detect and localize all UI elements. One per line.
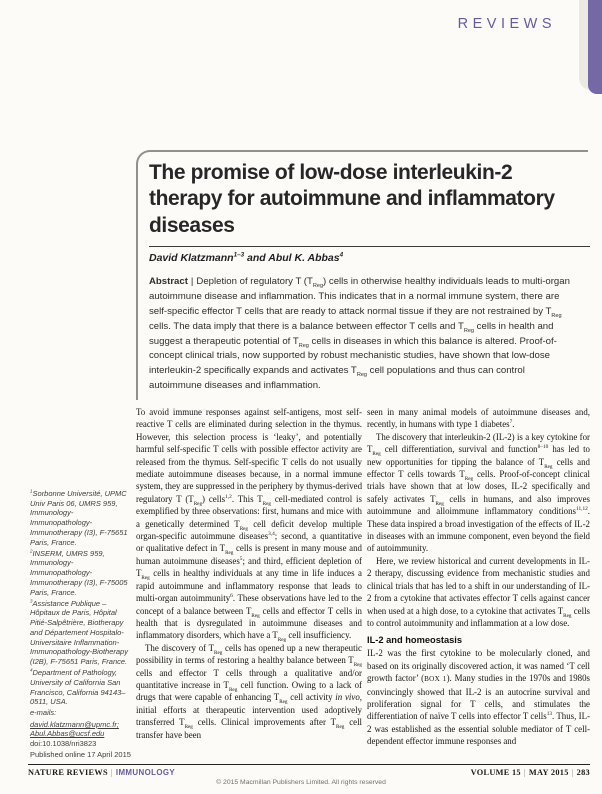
footer-journal: IMMUNOLOGY (115, 768, 176, 777)
footer-brand: NATURE REVIEWS (28, 768, 108, 777)
footer-page-number: 283 (576, 768, 590, 777)
abstract-label: Abstract (149, 275, 188, 287)
affiliation-4: $^4$Department of Pathology, University of California San Francisco, California 94143–0511, USA. (30, 667, 126, 707)
email-link-abbas[interactable]: Abul.Abbas@ucsf.edu (30, 729, 105, 739)
footer-rule (28, 764, 590, 765)
title-divider (149, 246, 590, 247)
body-paragraph: seen in many animal models of autoimmune diseases and, recently, in humans with type 1 diabetes$^7$. (367, 407, 590, 430)
emails-label: e-mails: (30, 708, 57, 718)
footer-journal-name (28, 768, 175, 777)
section-kicker: REVIEWS (457, 16, 556, 32)
body-paragraph: The discovery of $T_{Reg}$ cells has opened up a new therapeutic possibility in terms of restoring a healthy balance between $T_{Reg}$ cells and effector T cells through a qualitative and/or quantitative increase in $T_{Reg}$ cell function. Owing to a lack of drugs that were capable of enhancing $T_{Reg}$ cell activity in vivo, initial efforts at therapeutic intervention used adoptively transferred $T_{Reg}$ cells. Clinical improvements after $T_{Reg}$ cell transfer have been (136, 642, 362, 740)
article-title: The promise of low-dose interleukin-2 therapy for autoimmune and inflammatory diseases (149, 161, 555, 237)
footer-separator: | (571, 768, 574, 777)
section-heading: IL-2 and homeostasis (367, 635, 463, 646)
body-paragraph: To avoid immune responses against self-antigens, most self-reactive T cells are eliminated during selection in the thymus. However, this selection process is ‘leaky’, and potentially harmful self-specific T cells with possible effector activity are released from the thymus. Self-specific T cells do not usually mediate autoimmune diseases because, in a normal immune system, they are suppressed in the periphery by thymus-derived regulatory T $(T_{Reg})$ cells$^{1,2}$. This $T_{Reg}$ cell-mediated control is exemplified by three observations: first, humans and mice with a genetically determined $T_{Reg}$ cell deficit develop multiple organ-specific autoimmune diseases$^{3,4}$; second, a quantitative or qualitative defect in $T_{Reg}$ cells is present in many mouse and human autoimmune diseases$^5$; and third, efficient depletion of $T_{Reg}$ cells in healthy individuals at any time in life induces a rapid autoimmune and inflammatory response that leads to multi-organ autoimmunity$^6$. These observations have led to the concept of a balance between $T_{Reg}$ cells and effector T cells in health that is dysregulated in autoimmune diseases and inflammatory disorders, which have a $T_{Reg}$ cell insufficiency. (136, 407, 362, 644)
footer-volume: VOLUME 15 (470, 768, 521, 777)
accent-tab (588, 0, 602, 94)
body-column-right (367, 406, 590, 764)
body-paragraph: IL-2 was the first cytokine to be molecularly cloned, and based on its originally discovered action, it was named ‘T cell growth factor’ (BOX 1). Many studies in the 1970s and 1980s convincingly showed that IL-2 is an autocrine survival and proliferation signal for T cells, and stimulates the differentiation of naïve T cells into effector T cells$^{13}$. Thus, IL-2 was established as the essential soluble mediator of T cell-dependent effector immune responses and (367, 648, 590, 747)
affiliations-sidebar (30, 489, 133, 761)
abstract (149, 275, 573, 394)
doi: doi:10.1038/nri3823 (30, 739, 97, 749)
abstract-separator: | (190, 275, 194, 287)
article-authors: David Klatzmann$^{1-3}$ and Abul K. Abbas$^4$ (149, 251, 344, 264)
body-column-left (136, 406, 362, 764)
footer-issue-date: MAY 2015 (528, 768, 569, 777)
affiliation-1: $^1$Sorbonne Université, UPMC Univ Paris 06, UMRS 959, Immunology-Immunopathology-Immunotherapy (I3), F-75651 Paris, France. (30, 488, 128, 547)
email-link-klatzmann[interactable]: david.klatzmann@upmc.fr; (30, 719, 119, 729)
affiliation-2: $^2$INSERM, UMRS 959, Immunology-Immunopathology-Immunotherapy (I3), F-75005 Paris, France. (30, 548, 128, 597)
copyright-notice: © 2015 Macmillan Publishers Limited. All rights reserved (216, 779, 386, 786)
footer-separator: | (523, 768, 526, 777)
affiliation-3: $^3$Assistance Publique – Hôpitaux de Paris, Hôpital Pitié-Salpêtrière, Biotherapy and Département Hospitalo-Universitaire Inflammation-Immunopathology-Biotherapy (I2B), F-75651 Paris, France. (30, 598, 128, 666)
title-block (136, 150, 588, 400)
abstract-text: Depletion of regulatory T $(T_{Reg})$ cells in otherwise healthy individuals leads to multi-organ autoimmune disease and inflammation. This indicates that in a normal immune system, there are self-specific effector T cells that are ready to attack normal tissue if they are not restrained by $T_{Reg}$ cells. The data imply that there is a balance between effector T cells and $T_{Reg}$ cells in health and suggest a therapeutic potential of $T_{Reg}$ cells in diseases in which this balance is altered. Proof-of-concept clinical trials, now supported by robust mechanistic studies, have shown that low-dose interleukin-2 specifically expands and activates $T_{Reg}$ cell populations and thus can control autoimmune diseases and inflammation. (149, 275, 570, 392)
body-paragraph: Here, we review historical and current developments in IL-2 therapy, discussing evidence from mechanistic studies and clinical trials that has led to a shift in our understanding of IL-2 from a cytokine that activates effector T cells against cancer when used at a high dose, to a cytokine that activates $T_{Reg}$ cells to control autoimmunity and inflammation at a low dose. (367, 555, 590, 628)
published-online: Published online 17 April 2015 (30, 750, 131, 760)
footer-separator: | (110, 768, 113, 777)
footer-volume-info (471, 768, 590, 777)
body-paragraph: The discovery that interleukin-2 (IL-2) is a key cytokine for $T_{Reg}$ cell differentiation, survival and function$^{8-10}$ has led to new opportunities for tipping the balance of $T_{Reg}$ cells and effector T cells towards $T_{Reg}$ cells. Proof-of-concept clinical trials have shown that at low doses, IL-2 specifically and safely activates $T_{Reg}$ cells in humans, and also improves autoimmune and alloimmune inflammatory conditions$^{11,12}$. These data inspired a broad investigation of the effects of IL-2 in diseases with an immune component, even beyond the field of autoimmunity. (367, 431, 590, 554)
